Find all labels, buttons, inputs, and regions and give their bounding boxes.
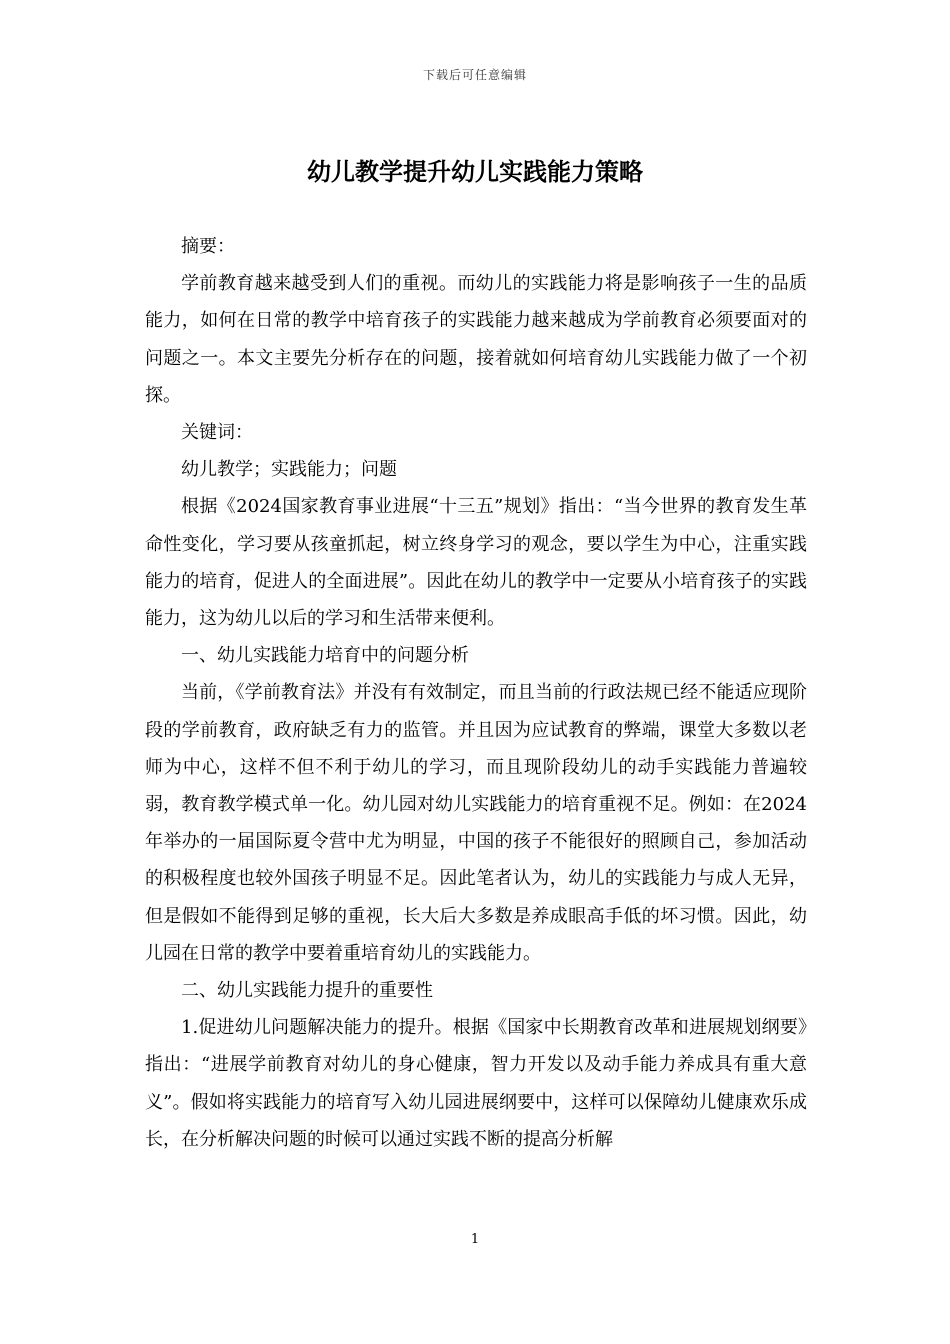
abstract-paragraph: 学前教育越来越受到人们的重视。而幼儿的实践能力将是影响孩子一生的品质能力，如何在日常的教学中培育孩子的实践能力越来越成为学前教育必须要面对的问题之一。本文主要先分析存在的问题，接着就如何培育幼儿实践能力做了一个初探。 — [145, 273, 807, 406]
section-1-paragraph: 当前，《学前教育法》并没有有效制定，而且当前的行政法规已经不能适应现阶段的学前教育，政府缺乏有力的监管。并且因为应试教育的弊端，课堂大多数以老师为中心，这样不但不利于幼儿的学习，而且现阶段幼儿的动手实践能力普遍较弱，教育教学模式单一化。幼儿园对幼儿实践能力的培育重视不足。例如：在2024年举办的一届国际夏令营中尤为明显，中国的孩子不能很好的照顾自己，参加活动的积极程度也较外国孩子明显不足。因此笔者认为，幼儿的实践能力与成人无异，但是假如不能得到足够的重视，长大后大多数是养成眼高手低的坏习惯。因此，幼儿园在日常的教学中要着重培育幼儿的实践能力。 — [145, 682, 807, 964]
page-number: 1 — [470, 1232, 480, 1247]
section-heading-2: 二、幼儿实践能力提升的重要性 — [181, 980, 433, 1002]
keywords-heading: 关键词： — [181, 422, 253, 444]
section-2-paragraph: 1.促进幼儿问题解决能力的提升。根据《国家中长期教育改革和进展规划纲要》指出：“进展学前教育对幼儿的身心健康，智力开发以及动手能力养成具有重大意义”。假如将实践能力的培育写入幼儿园进展纲要中，这样可以保障幼儿健康欢乐成长，在分析解决问题的时候可以通过实践不断的提高分析解 — [145, 1017, 807, 1150]
keywords-paragraph: 幼儿教学；实践能力；问题 — [181, 459, 397, 481]
abstract-heading: 摘要： — [181, 236, 235, 257]
document-body — [145, 228, 807, 1158]
section-heading-1: 一、幼儿实践能力培育中的问题分析 — [181, 645, 469, 667]
document-title: 幼儿教学提升幼儿实践能力策略 — [307, 158, 643, 186]
intro-paragraph: 根据《2024国家教育事业进展“十三五”规划》指出：“当今世界的教育发生革命性变化，学习要从孩童抓起，树立终身学习的观念，要以学生为中心，注重实践能力的培育，促进人的全面进展”。因此在幼儿的教学中一定要从小培育孩子的实践能力，这为幼儿以后的学习和生活带来便利。 — [145, 496, 807, 630]
header-note: 下载后可任意编辑 — [422, 68, 527, 82]
